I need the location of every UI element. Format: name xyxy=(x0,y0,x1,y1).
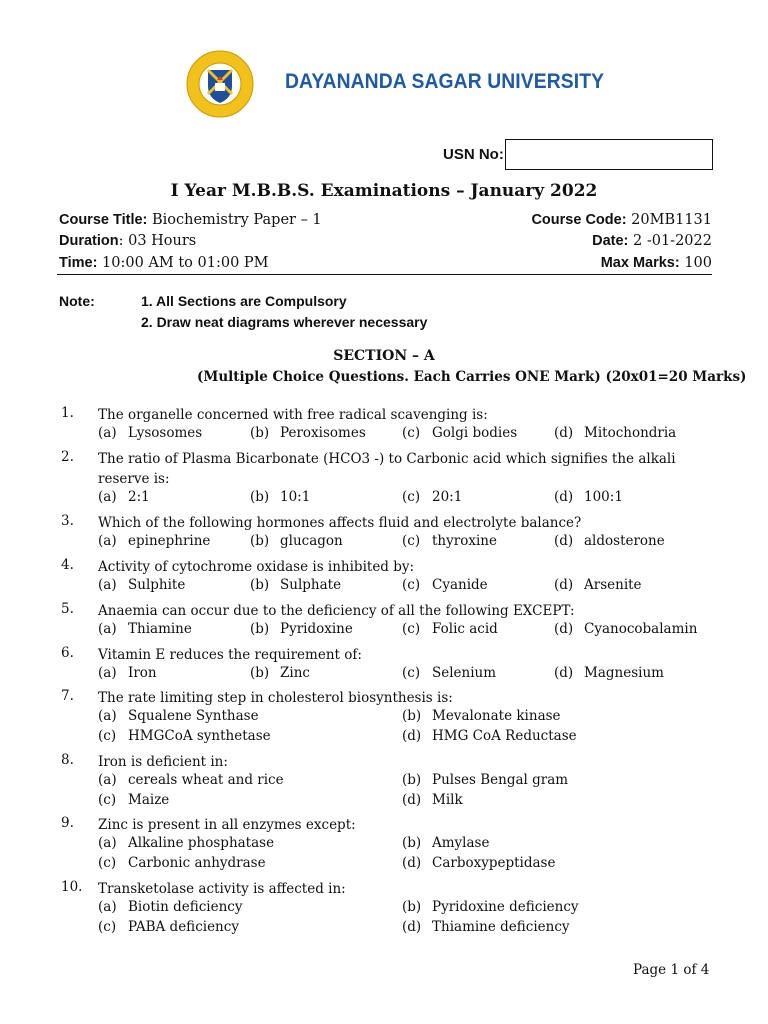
option-letter: (a) xyxy=(98,621,117,637)
option-letter: (d) xyxy=(402,919,422,935)
course-code-label: Course Code: xyxy=(531,212,627,228)
option-letter: (a) xyxy=(98,835,117,851)
option-text: Amylase xyxy=(432,835,490,851)
option-letter: (b) xyxy=(402,835,422,851)
option-letter: (b) xyxy=(250,489,270,505)
note-label: Note: xyxy=(59,293,95,309)
option-text: Cyanide xyxy=(432,577,488,593)
option-b xyxy=(402,835,489,851)
option-letter: (c) xyxy=(98,855,117,871)
option-text: Squalene Synthase xyxy=(128,708,259,724)
question-number: 9. xyxy=(61,815,74,831)
usn-input-box[interactable] xyxy=(505,139,713,170)
option-letter: (d) xyxy=(554,577,574,593)
question-text: Anaemia can occur due to the deficiency of all the following EXCEPT: xyxy=(98,603,575,619)
option-text: Thiamine deficiency xyxy=(432,919,570,935)
option-a xyxy=(98,835,274,851)
option-d xyxy=(402,919,570,935)
option-text: Pulses Bengal gram xyxy=(432,772,569,788)
option-letter: (d) xyxy=(554,425,574,441)
option-a xyxy=(98,772,284,788)
duration xyxy=(59,233,196,249)
question-text: The ratio of Plasma Bicarbonate (HCO3 -) to Carbonic acid which signifies the alkali reserve is: xyxy=(98,451,676,487)
option-letter: (d) xyxy=(402,855,422,871)
date xyxy=(592,233,712,249)
option-c xyxy=(98,728,271,744)
question-number: 10. xyxy=(61,879,83,895)
option-letter: (d) xyxy=(554,489,574,505)
question-text: Transketolase activity is affected in: xyxy=(98,881,346,897)
note-item-1: 1. All Sections are Compulsory xyxy=(141,293,347,309)
option-letter: (b) xyxy=(402,708,422,724)
question-number: 2. xyxy=(61,449,74,465)
question-number: 5. xyxy=(61,601,74,617)
option-b xyxy=(250,425,366,441)
option-b xyxy=(250,577,341,593)
option-text: PABA deficiency xyxy=(128,919,239,935)
option-letter: (b) xyxy=(250,425,270,441)
option-letter: (d) xyxy=(402,792,422,808)
question-text: Which of the following hormones affects fluid and electrolyte balance? xyxy=(98,515,582,531)
option-text: cereals wheat and rice xyxy=(128,772,284,788)
option-d xyxy=(554,665,664,681)
question-number: 7. xyxy=(61,688,74,704)
option-text: Pyridoxine xyxy=(280,621,353,637)
option-d xyxy=(402,728,577,744)
option-letter: (c) xyxy=(402,665,421,681)
option-a xyxy=(98,489,150,505)
option-text: Milk xyxy=(432,792,463,808)
option-c xyxy=(402,577,488,593)
option-letter: (a) xyxy=(98,772,117,788)
option-text: Carboxypeptidase xyxy=(432,855,556,871)
option-b xyxy=(402,899,579,915)
option-c xyxy=(98,919,239,935)
option-letter: (d) xyxy=(554,665,574,681)
question-text: Iron is deficient in: xyxy=(98,754,228,770)
option-b xyxy=(250,533,343,549)
option-text: Arsenite xyxy=(584,577,642,593)
question-text: Zinc is present in all enzymes except: xyxy=(98,817,356,833)
option-a xyxy=(98,425,202,441)
question-text: The organelle concerned with free radical scavenging is: xyxy=(98,407,488,423)
option-letter: (b) xyxy=(250,533,270,549)
option-a xyxy=(98,533,210,549)
option-letter: (b) xyxy=(250,621,270,637)
option-c xyxy=(98,855,266,871)
option-a xyxy=(98,708,259,724)
course-code-value: 20MB1131 xyxy=(631,212,712,228)
option-text: Peroxisomes xyxy=(280,425,366,441)
section-title: SECTION – A xyxy=(333,348,435,364)
university-logo-icon xyxy=(186,50,254,118)
university-name: DAYANANDA SAGAR UNIVERSITY xyxy=(285,70,605,93)
option-text: Golgi bodies xyxy=(432,425,518,441)
option-text: aldosterone xyxy=(584,533,665,549)
option-text: Folic acid xyxy=(432,621,498,637)
option-letter: (d) xyxy=(554,533,574,549)
max-marks-label: Max Marks: xyxy=(600,255,680,271)
question-number: 6. xyxy=(61,645,74,661)
section-subtitle: (Multiple Choice Questions. Each Carries ONE Mark) (20x01=20 Marks) xyxy=(197,369,747,385)
option-text: 2:1 xyxy=(128,489,150,505)
duration-value: : 03 Hours xyxy=(118,233,197,249)
option-b xyxy=(250,489,310,505)
date-value: 2 -01-2022 xyxy=(633,233,712,249)
option-text: glucagon xyxy=(280,533,343,549)
option-text: Cyanocobalamin xyxy=(584,621,698,637)
option-letter: (b) xyxy=(402,772,422,788)
option-letter: (c) xyxy=(402,489,421,505)
option-a xyxy=(98,577,185,593)
option-letter: (a) xyxy=(98,577,117,593)
option-letter: (b) xyxy=(250,577,270,593)
option-d xyxy=(554,489,623,505)
course-title-label: Course Title: xyxy=(59,212,148,228)
option-c xyxy=(402,489,462,505)
option-c xyxy=(402,665,496,681)
option-letter: (c) xyxy=(402,425,421,441)
option-letter: (c) xyxy=(98,792,117,808)
option-d xyxy=(554,621,697,637)
option-c xyxy=(98,792,169,808)
option-text: Selenium xyxy=(432,665,497,681)
option-text: Zinc xyxy=(280,665,310,681)
time-value: 10:00 AM to 01:00 PM xyxy=(102,255,269,271)
option-text: Pyridoxine deficiency xyxy=(432,899,579,915)
option-d xyxy=(402,792,463,808)
option-letter: (b) xyxy=(250,665,270,681)
option-letter: (a) xyxy=(98,533,117,549)
exam-title: I Year M.B.B.S. Examinations – January 2022 xyxy=(170,181,598,201)
question-number: 4. xyxy=(61,557,74,573)
option-c xyxy=(402,425,517,441)
option-letter: (a) xyxy=(98,708,117,724)
header-divider xyxy=(57,274,712,275)
option-letter: (c) xyxy=(402,577,421,593)
option-b xyxy=(250,665,310,681)
option-a xyxy=(98,899,242,915)
option-text: Mevalonate kinase xyxy=(432,708,561,724)
page-number: Page 1 of 4 xyxy=(633,962,710,978)
option-d xyxy=(554,425,676,441)
max-marks xyxy=(601,255,712,271)
course-title xyxy=(59,212,322,228)
option-letter: (a) xyxy=(98,899,117,915)
option-text: Sulphite xyxy=(128,577,186,593)
option-text: 100:1 xyxy=(584,489,623,505)
date-label: Date: xyxy=(592,233,629,249)
option-letter: (a) xyxy=(98,489,117,505)
note-item-2: 2. Draw neat diagrams wherever necessary xyxy=(141,314,428,330)
option-text: epinephrine xyxy=(128,533,211,549)
question-text: Activity of cytochrome oxidase is inhibited by: xyxy=(98,559,415,575)
option-letter: (a) xyxy=(98,665,117,681)
time-label: Time: xyxy=(59,255,98,271)
option-text: HMGCoA synthetase xyxy=(128,728,271,744)
option-text: Alkaline phosphatase xyxy=(128,835,275,851)
option-text: Maize xyxy=(128,792,170,808)
option-text: Thiamine xyxy=(128,621,192,637)
option-text: Iron xyxy=(128,665,157,681)
time xyxy=(59,255,269,271)
option-c xyxy=(402,621,498,637)
option-letter: (c) xyxy=(98,728,117,744)
option-letter: (c) xyxy=(402,621,421,637)
duration-label: Duration xyxy=(59,233,119,249)
question-text: The rate limiting step in cholesterol biosynthesis is: xyxy=(98,690,453,706)
option-text: thyroxine xyxy=(432,533,497,549)
option-text: Mitochondria xyxy=(584,425,677,441)
question-number: 1. xyxy=(61,405,74,421)
question-number: 3. xyxy=(61,513,74,529)
max-marks-value: 100 xyxy=(684,255,712,271)
option-letter: (d) xyxy=(554,621,574,637)
option-b xyxy=(250,621,353,637)
option-letter: (c) xyxy=(98,919,117,935)
option-a xyxy=(98,665,157,681)
option-text: 10:1 xyxy=(280,489,311,505)
option-text: Magnesium xyxy=(584,665,664,681)
option-letter: (b) xyxy=(402,899,422,915)
option-d xyxy=(554,577,642,593)
option-d xyxy=(554,533,665,549)
option-c xyxy=(402,533,497,549)
option-text: Biotin deficiency xyxy=(128,899,243,915)
option-text: Lysosomes xyxy=(128,425,203,441)
option-text: 20:1 xyxy=(432,489,463,505)
course-title-value: Biochemistry Paper – 1 xyxy=(151,212,322,228)
usn-label: USN No: xyxy=(443,146,504,163)
option-letter: (c) xyxy=(402,533,421,549)
option-text: Sulphate xyxy=(280,577,342,593)
option-b xyxy=(402,772,568,788)
option-d xyxy=(402,855,555,871)
course-code xyxy=(531,212,712,228)
question-number: 8. xyxy=(61,752,74,768)
option-b xyxy=(402,708,561,724)
option-letter: (d) xyxy=(402,728,422,744)
option-letter: (a) xyxy=(98,425,117,441)
option-text: HMG CoA Reductase xyxy=(432,728,577,744)
question-text: Vitamin E reduces the requirement of: xyxy=(98,647,362,663)
option-a xyxy=(98,621,192,637)
option-text: Carbonic anhydrase xyxy=(128,855,266,871)
